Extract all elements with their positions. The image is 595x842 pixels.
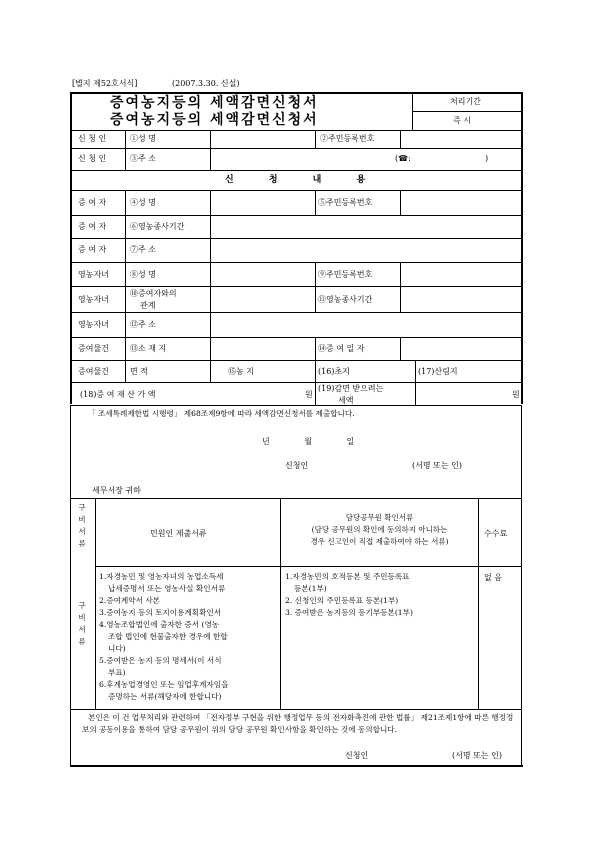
row-line xyxy=(70,170,522,171)
docs-verify-item: 2. 신청인의 주민등록표 등본(1부) xyxy=(285,596,399,605)
applicant-phone-close: ) xyxy=(485,154,489,163)
row-line xyxy=(70,382,522,383)
statement-text: 「 조세특례제한법 시행령」 제68조제9항에 따라 세액감면신청서를 제출합니다. xyxy=(88,409,355,418)
donor-name-label: ④성 명 xyxy=(130,198,156,207)
docs-verify-header-1: 담당공무원 확인서류 xyxy=(345,513,414,522)
row-line xyxy=(70,286,522,287)
applicant-phone-label: (☎: xyxy=(395,154,411,163)
col-line xyxy=(210,190,211,382)
docs-side-char: 구 xyxy=(78,503,86,512)
col-line xyxy=(400,337,401,360)
docs-submit-item: 증명하는 서류(해당자에 한합니다) xyxy=(108,692,222,701)
docs-verify-item: 3. 증여받은 농지등의 등기부등본(1부) xyxy=(285,608,413,617)
docs-header-line xyxy=(95,566,522,567)
consent-right-border xyxy=(521,709,522,766)
heir-rrn-label: ⑨주민등록번호 xyxy=(318,270,373,279)
docs-side-label xyxy=(75,600,89,648)
docs-side-char: 서 xyxy=(78,625,86,634)
docs-submit-list xyxy=(99,571,279,703)
docs-side-char: 구 xyxy=(78,601,86,610)
col-line xyxy=(315,262,316,312)
docs-submit-item: 1.자경농민 및 영농자녀의 농업소득세 xyxy=(99,572,224,581)
docs-submit-item: 니다) xyxy=(108,644,126,653)
docs-submit-item: 3.증여농지 등의 토지이용계획확인서 xyxy=(99,608,222,617)
content-section-header: 신 청 내 용 xyxy=(225,175,382,185)
col-line xyxy=(125,130,126,170)
docs-col-line xyxy=(280,498,281,709)
gift-date-label: ⑭증 여 일 자 xyxy=(318,344,365,353)
col-line xyxy=(315,130,316,148)
docs-verify-header-2: (담당 공무원의 확인에 동의하지 아니하는 xyxy=(311,525,448,534)
left-border xyxy=(70,92,72,404)
gift-forest-label: (17)산림지 xyxy=(418,367,458,376)
docs-side-char: 비 xyxy=(78,515,86,524)
docs-side-char: 비 xyxy=(78,613,86,622)
docs-side-char: 서 xyxy=(78,527,86,536)
heir-relation-label: ⑩증여자와의 xyxy=(130,289,177,298)
row-line xyxy=(70,337,522,338)
heir-address-label: ⑫주 소 xyxy=(130,320,156,329)
docs-bottom xyxy=(70,709,522,710)
consent-text: 본인은 이 건 업무처리와 관련하여 「전자정부 구현을 위한 행정업무 등의 전자화촉진에 관한 법률」 제21조제1항에 따른 행정정보의 공동이용을 통하여 담당 공무원이 위의 담당 공무원 확인사항을 확인하는 것에 동의합니다. xyxy=(82,713,514,734)
heir-relation-label-2: 관계 xyxy=(140,301,156,310)
form-code: [별지 제52호서식] xyxy=(72,79,138,88)
heir-label-2: 영농자녀 xyxy=(78,295,109,304)
addressee: 세무서장 귀하 xyxy=(92,486,141,495)
gift-grassland-label: (16)초지 xyxy=(318,367,350,376)
consent-sign-label: 신청인 xyxy=(345,751,369,760)
row-line xyxy=(70,360,522,361)
donor-rrn-label: ⑤주민등록번호 xyxy=(318,198,373,207)
docs-submit-item: 6.후계농업경영인 또는 임업후계자임을 xyxy=(99,680,229,689)
col-line xyxy=(210,130,211,170)
right-border xyxy=(521,92,523,404)
applicant-label: 신 청 인 xyxy=(78,134,107,143)
bottom-border xyxy=(70,765,523,767)
col-line xyxy=(400,262,401,312)
processing-period-label: 처리기간 xyxy=(450,97,481,106)
gift-farmland-label: ⑮농 지 xyxy=(228,367,254,376)
consent-left-border xyxy=(70,709,71,766)
gift-value-label: (18)증 여 재 산 가 액 xyxy=(80,390,156,399)
row-line xyxy=(70,148,522,149)
docs-top xyxy=(70,498,522,499)
gift-reduction-label: (19)감면 받으려는 xyxy=(318,384,384,393)
docs-submit-header: 민원인 제출서류 xyxy=(150,529,207,538)
consent-sign-note: (서명 또는 인) xyxy=(452,751,502,760)
docs-side-char: 류 xyxy=(78,637,86,646)
title-bottom xyxy=(70,130,522,131)
docs-col-line xyxy=(95,498,96,709)
form-date: (2007.3.30. 신설) xyxy=(172,79,240,88)
donor-address-label: ⑦주 소 xyxy=(130,245,156,254)
applicant-label-2: 신 청 인 xyxy=(78,154,107,163)
applicant-name-label: ①성 명 xyxy=(130,134,156,143)
row-line xyxy=(70,262,522,263)
docs-fee-header: 수수료 xyxy=(484,529,508,538)
docs-submit-item: 납세증명서 또는 영농사실 확인서류 xyxy=(108,584,226,593)
docs-col-line xyxy=(478,498,479,709)
docs-submit-item: 2.증여계약서 사본 xyxy=(99,596,161,605)
row-line xyxy=(70,405,522,406)
docs-verify-item: 등본(1부) xyxy=(294,584,327,593)
col-line xyxy=(315,337,316,405)
donor-label-2: 증 여 자 xyxy=(78,222,107,231)
row-line xyxy=(70,312,522,313)
docs-submit-item: 조합 법인에 현물출자한 경우에 한합 xyxy=(108,632,228,641)
docs-submit-item: 5.증여받은 농지 등의 명세서(이 서식 xyxy=(99,656,222,665)
row-line xyxy=(70,190,522,191)
row-line xyxy=(70,238,522,239)
date-line: 년 월 일 xyxy=(262,437,371,446)
heir-name-label: ⑧성 명 xyxy=(130,270,156,279)
docs-submit-item: 부표) xyxy=(108,668,126,677)
docs-fee-value: 없 음 xyxy=(484,573,502,582)
gift-label-2: 증여물건 xyxy=(78,367,109,376)
docs-left-border xyxy=(70,498,71,709)
applicant-rrn-label: ②주민등록번호 xyxy=(320,134,375,143)
title-right-divider xyxy=(412,111,522,112)
applicant-sign-note: (서명 또는 인) xyxy=(412,461,462,470)
col-line xyxy=(415,382,416,405)
gift-location-label: ⑬소 재 지 xyxy=(130,344,167,353)
applicant-address-label: ③주 소 xyxy=(130,154,156,163)
gift-label: 증여물건 xyxy=(78,344,109,353)
row-line xyxy=(70,215,522,216)
docs-verify-list xyxy=(285,571,475,619)
gift-reduction-won: 원 xyxy=(512,390,520,399)
col-line xyxy=(400,130,401,148)
donor-label: 증 여 자 xyxy=(78,198,107,207)
col-line xyxy=(415,360,416,382)
heir-label: 영농자녀 xyxy=(78,270,109,279)
form-title: 증여농지등의 세액감면신청서 xyxy=(110,95,319,111)
docs-submit-item: 4.영농조합법인에 출자한 증서 (영농 xyxy=(99,620,220,629)
right-border xyxy=(521,405,522,500)
col-line xyxy=(125,190,126,382)
heir-label-3: 영농자녀 xyxy=(78,320,109,329)
gift-area-label: 면 적 xyxy=(130,367,148,376)
donor-label-3: 증 여 자 xyxy=(78,245,107,254)
col-line xyxy=(315,190,316,215)
docs-verify-header-3: 경우 신고인이 직접 제출하여야 하는 서류) xyxy=(310,537,449,546)
docs-right-border xyxy=(521,498,522,709)
form-title-repeat: 증여농지등의 세액감면신청서 xyxy=(110,112,319,128)
processing-period-value: 즉 시 xyxy=(453,116,471,125)
top-border xyxy=(70,92,522,94)
gift-value-won: 원 xyxy=(305,390,313,399)
docs-verify-item: 1.자경농민의 호적등본 및 주민등록표 xyxy=(285,572,410,581)
applicant-sign-label: 신청인 xyxy=(285,461,309,470)
left-border xyxy=(70,405,71,500)
gift-reduction-label-2: 세액 xyxy=(338,396,354,405)
docs-side-label-header xyxy=(75,502,89,550)
docs-side-char: 류 xyxy=(78,539,86,548)
donor-farming-period-label: ⑥영농종사기간 xyxy=(130,222,185,231)
docs-verify-header xyxy=(282,512,477,548)
col-line xyxy=(400,190,401,215)
heir-farming-period-label: ⑪영농종사기간 xyxy=(318,295,373,304)
